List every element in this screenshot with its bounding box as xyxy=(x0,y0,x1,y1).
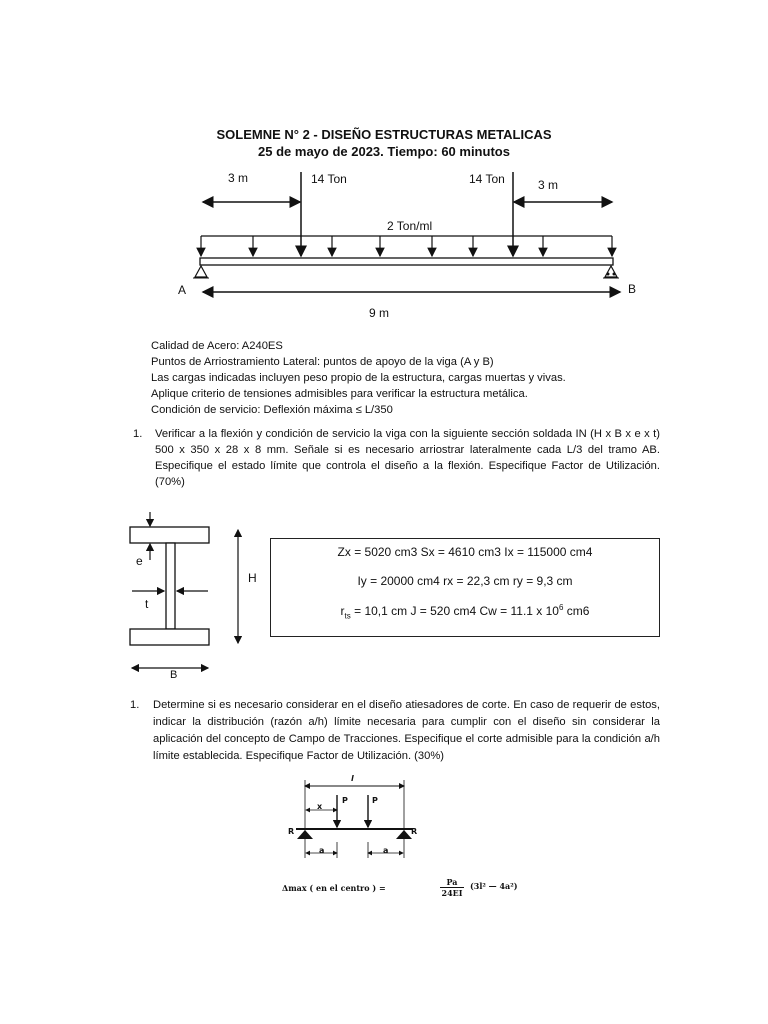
reference-beam-figure xyxy=(0,770,768,870)
properties-line3: $r_{ts} = 10,1$ cm J = 520 cm4 Cw = 11.1 x $10^6$ cm6 xyxy=(340,603,590,621)
ref-label-p2: P xyxy=(372,796,378,805)
properties-line1: Zx = 5020 cm3 Sx = 4610 cm3 Ix = 115000 cm4 xyxy=(337,545,593,559)
ref-label-l: l xyxy=(351,774,354,783)
question2-text: Determine si es necesario considerar en el diseño atiesadores de corte. En caso de requerir de estos, indicar la distribución (razón a/h) límite necesaria para cumplir con el diseño sin considerar la aplicación del concepto de Campo de Tracciones. Especifique el corte admisible para la condición a/h límite establecida. Especifique Factor de Utilización. (30%) xyxy=(153,699,660,762)
beam-load-diagram xyxy=(0,0,768,330)
label-b: B xyxy=(170,669,178,681)
load-left-label: 14 Ton xyxy=(311,172,347,186)
span-label: 9 m xyxy=(369,306,390,320)
label-h: H xyxy=(248,571,257,585)
dim-left-label: 3 m xyxy=(228,171,249,185)
question1-number: 1. xyxy=(133,428,143,440)
ref-label-a2: a xyxy=(383,846,389,855)
note-steel: Calidad de Acero: A240ES xyxy=(151,340,283,352)
distributed-load-label: 2 Ton/ml xyxy=(387,219,433,233)
note-bracing: Puntos de Arriostramiento Lateral: puntos de apoyo de la viga (A y B) xyxy=(151,356,494,368)
support-b-label: B xyxy=(628,282,637,296)
deflection-formula-fraction: Pa 24EI xyxy=(441,877,463,898)
properties-line2: Iy = 20000 cm4 rx = 22,3 cm ry = 9,3 cm xyxy=(357,574,573,588)
bottom-flange xyxy=(130,629,209,645)
load-right-label: 14 Ton xyxy=(469,172,505,186)
page-subtitle: 25 de mayo de 2023. Tiempo: 60 minutos xyxy=(258,144,510,159)
ref-label-p1: P xyxy=(342,796,348,805)
ref-label-r1: R xyxy=(288,827,295,836)
note-loads: Las cargas indicadas incluyen peso propio de la estructura, cargas muertas y vivas. xyxy=(151,372,566,384)
ref-label-r2: R xyxy=(411,827,418,836)
web xyxy=(166,543,175,629)
note-criterion: Aplique criterio de tensiones admisibles para verificar la estructura metálica. xyxy=(151,388,528,400)
page-title: SOLEMNE N° 2 - DISEÑO ESTRUCTURAS METALICAS xyxy=(216,127,552,142)
top-flange xyxy=(130,527,209,543)
ref-label-a1: a xyxy=(319,846,325,855)
support-a xyxy=(195,266,207,277)
section-properties-box xyxy=(270,538,660,637)
question1-text: Verificar a la flexión y condición de servicio la viga con la siguiente sección soldada IN (H x B x e x t) 500 x 350 x 28 x 8 mm. Señale si es necesario arriostrar lateralmente cada L/3 del tramo AB. Especifique el estado límite que controla el diseño a la flexión. Especifique Factor de Utilización. (70%) xyxy=(155,428,660,488)
support-b xyxy=(605,266,617,277)
deflection-formula-rhs: (3l² — 4a²) xyxy=(470,881,518,891)
i-section-diagram xyxy=(0,500,270,685)
dim-right-label: 3 m xyxy=(538,178,559,192)
beam xyxy=(200,258,613,265)
deflection-formula-lhs: Δmax ( en el centro ) = xyxy=(282,883,386,893)
note-service: Condición de servicio: Deflexión máxima ≤ L/350 xyxy=(151,404,393,416)
support-a-label: A xyxy=(178,283,187,297)
ref-label-x: x xyxy=(317,802,323,811)
label-e: e xyxy=(136,554,143,568)
label-t: t xyxy=(145,597,149,611)
question2-number: 1. xyxy=(130,699,140,711)
distributed-load-arrows xyxy=(201,236,612,256)
design-notes xyxy=(151,338,566,418)
